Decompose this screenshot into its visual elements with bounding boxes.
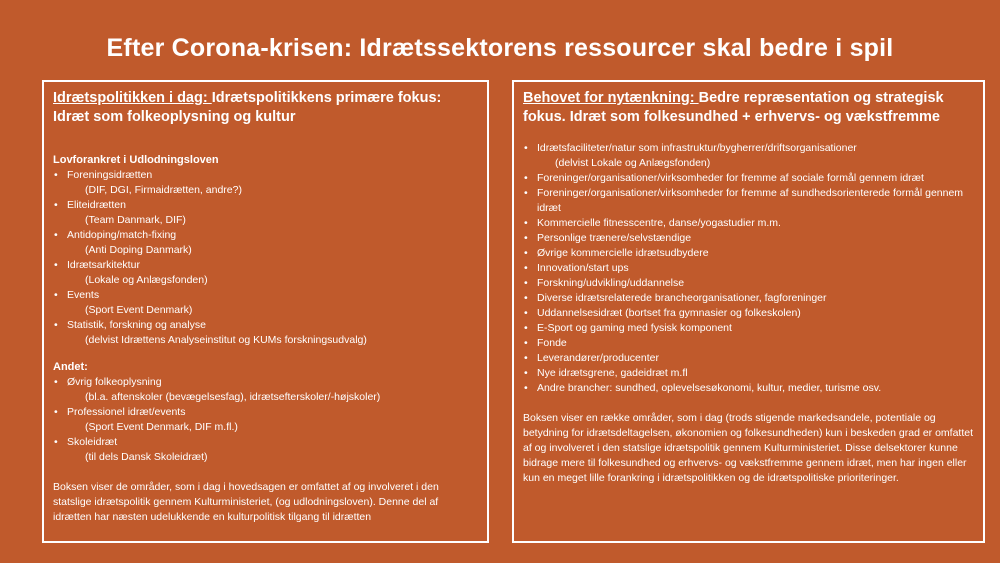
list-item-label: Events bbox=[67, 289, 100, 301]
list-item-label: Professionel idræt/events bbox=[67, 406, 186, 418]
list-item bbox=[53, 228, 478, 258]
list-item bbox=[523, 291, 974, 306]
list-item bbox=[53, 435, 478, 465]
list-item-label: Skoleidræt bbox=[67, 436, 118, 448]
list-item bbox=[523, 276, 974, 291]
left-paragraph: Boksen viser de områder, som i dag i hovedsagen er omfattet af og involveret i den statslige idrætspolitik gennem Kulturministeriet, (og udlodningsloven). Denne del af idrætten har næsten udelukkende en kulturpolitisk tilgang til idrætten bbox=[53, 481, 439, 523]
list-item-label: Fonde bbox=[537, 337, 567, 349]
list-item bbox=[523, 381, 974, 396]
left-section2-list bbox=[53, 375, 478, 465]
list-item bbox=[523, 306, 974, 321]
list-item-label: E-Sport og gaming med fysisk komponent bbox=[537, 322, 732, 334]
list-item-label: Kommercielle fitnesscentre, danse/yogastudier m.m. bbox=[537, 217, 781, 229]
list-item bbox=[523, 216, 974, 231]
list-item-note: (delvist Lokale og Anlægsfonden) bbox=[555, 157, 711, 169]
left-section1-title: Lovforankret i Udlodningsloven bbox=[53, 154, 219, 166]
list-item-note: (Sport Event Denmark, DIF m.fl.) bbox=[85, 421, 238, 433]
left-heading-underlined: Idrætspolitikken i dag: bbox=[53, 90, 212, 106]
list-item bbox=[53, 288, 478, 318]
list-item bbox=[53, 198, 478, 228]
list-item-note: (bl.a. aftenskoler (bevægelsesfag), idrætsefterskoler/-højskoler) bbox=[85, 391, 381, 403]
list-item bbox=[53, 375, 478, 405]
list-item bbox=[53, 168, 478, 198]
right-heading bbox=[523, 89, 974, 127]
list-item-label: Diverse idrætsrelaterede brancheorganisationer, fagforeninger bbox=[537, 292, 827, 304]
right-paragraph: Boksen viser en række områder, som i dag (trods stigende markedsandele, potentiale og betydning for idrætsdeltagelsen, økonomien og folkesundheden) kun i beskeden grad er omfattet af og involveret i den statslige idrætspolitik gennem Kulturministeriet. Disse delsektorer kunne bidrage mere til folkesundhed og erhvervs- og vækstfremme gennem idræt, men har ingen eller kun en meget lille forankring i idrætspolitikken og de idrætspolitiske prioriteringer. bbox=[523, 412, 974, 484]
list-item-label: Personlige trænere/selvstændige bbox=[537, 232, 692, 244]
list-item bbox=[523, 261, 974, 276]
list-item bbox=[523, 321, 974, 336]
list-item-label: Foreninger/organisationer/virksomheder for fremme af sociale formål gennem idræt bbox=[537, 172, 924, 184]
list-item-label: Nye idrætsgrene, gadeidræt m.fl bbox=[537, 367, 688, 379]
list-item bbox=[523, 141, 974, 171]
list-item-note: (delvist Idrættens Analyseinstitut og KUMs forskningsudvalg) bbox=[85, 334, 367, 346]
list-item-note: (til dels Dansk Skoleidræt) bbox=[85, 451, 208, 463]
list-item-label: Eliteidrætten bbox=[67, 199, 126, 211]
list-item bbox=[523, 231, 974, 246]
list-item-label: Andre brancher: sundhed, oplevelsesøkonomi, kultur, medier, turisme osv. bbox=[537, 382, 882, 394]
list-item-label: Øvrige kommercielle idrætsudbydere bbox=[537, 247, 709, 259]
rethinking-need-box bbox=[512, 80, 985, 543]
list-item-label: Foreninger/organisationer/virksomheder for fremme af sundhedsorienterede formål gennem idræt bbox=[537, 187, 964, 214]
list-item bbox=[523, 246, 974, 261]
list-item-label: Antidoping/match-fixing bbox=[67, 229, 177, 241]
list-item bbox=[523, 186, 974, 216]
list-item bbox=[53, 318, 478, 348]
list-item-note: (Lokale og Anlægsfonden) bbox=[85, 274, 208, 286]
left-heading-rest: Idrætspolitikkens primære fokus: Idræt som folkeoplysning og kultur bbox=[53, 90, 442, 125]
list-item-label: Statistik, forskning og analyse bbox=[67, 319, 206, 331]
list-item bbox=[523, 171, 974, 186]
list-item bbox=[53, 258, 478, 288]
list-item bbox=[523, 336, 974, 351]
list-item-note: (Sport Event Denmark) bbox=[85, 304, 193, 316]
list-item-label: Foreningsidrætten bbox=[67, 169, 153, 181]
right-heading-underlined: Behovet for nytænkning: bbox=[523, 90, 699, 106]
list-item-label: Innovation/start ups bbox=[537, 262, 629, 274]
right-list bbox=[523, 141, 974, 396]
right-heading-rest: Bedre repræsentation og strategisk fokus. Idræt som folkesundhed + erhvervs- og vækstfremme bbox=[523, 90, 944, 125]
list-item bbox=[523, 351, 974, 366]
list-item-note: (DIF, DGI, Firmaidrætten, andre?) bbox=[85, 184, 242, 196]
left-section2-title: Andet: bbox=[53, 361, 88, 373]
list-item-label: Uddannelsesidræt (bortset fra gymnasier og folkeskolen) bbox=[537, 307, 801, 319]
left-heading bbox=[53, 89, 478, 127]
list-item-label: Leverandører/producenter bbox=[537, 352, 659, 364]
slide-title: Efter Corona-krisen: Idrætssektorens ressourcer skal bedre i spil bbox=[106, 34, 894, 62]
list-item bbox=[53, 405, 478, 435]
list-item-note: (Team Danmark, DIF) bbox=[85, 214, 186, 226]
list-item-label: Øvrig folkeoplysning bbox=[67, 376, 162, 388]
list-item-label: Idrætsarkitektur bbox=[67, 259, 140, 271]
list-item-label: Forskning/udvikling/uddannelse bbox=[537, 277, 685, 289]
current-policy-box bbox=[42, 80, 489, 543]
list-item-note: (Anti Doping Danmark) bbox=[85, 244, 192, 256]
list-item bbox=[523, 366, 974, 381]
left-section1-list bbox=[53, 168, 478, 348]
list-item-label: Idrætsfaciliteter/natur som infrastruktur/bygherrer/driftsorganisationer bbox=[537, 142, 857, 154]
